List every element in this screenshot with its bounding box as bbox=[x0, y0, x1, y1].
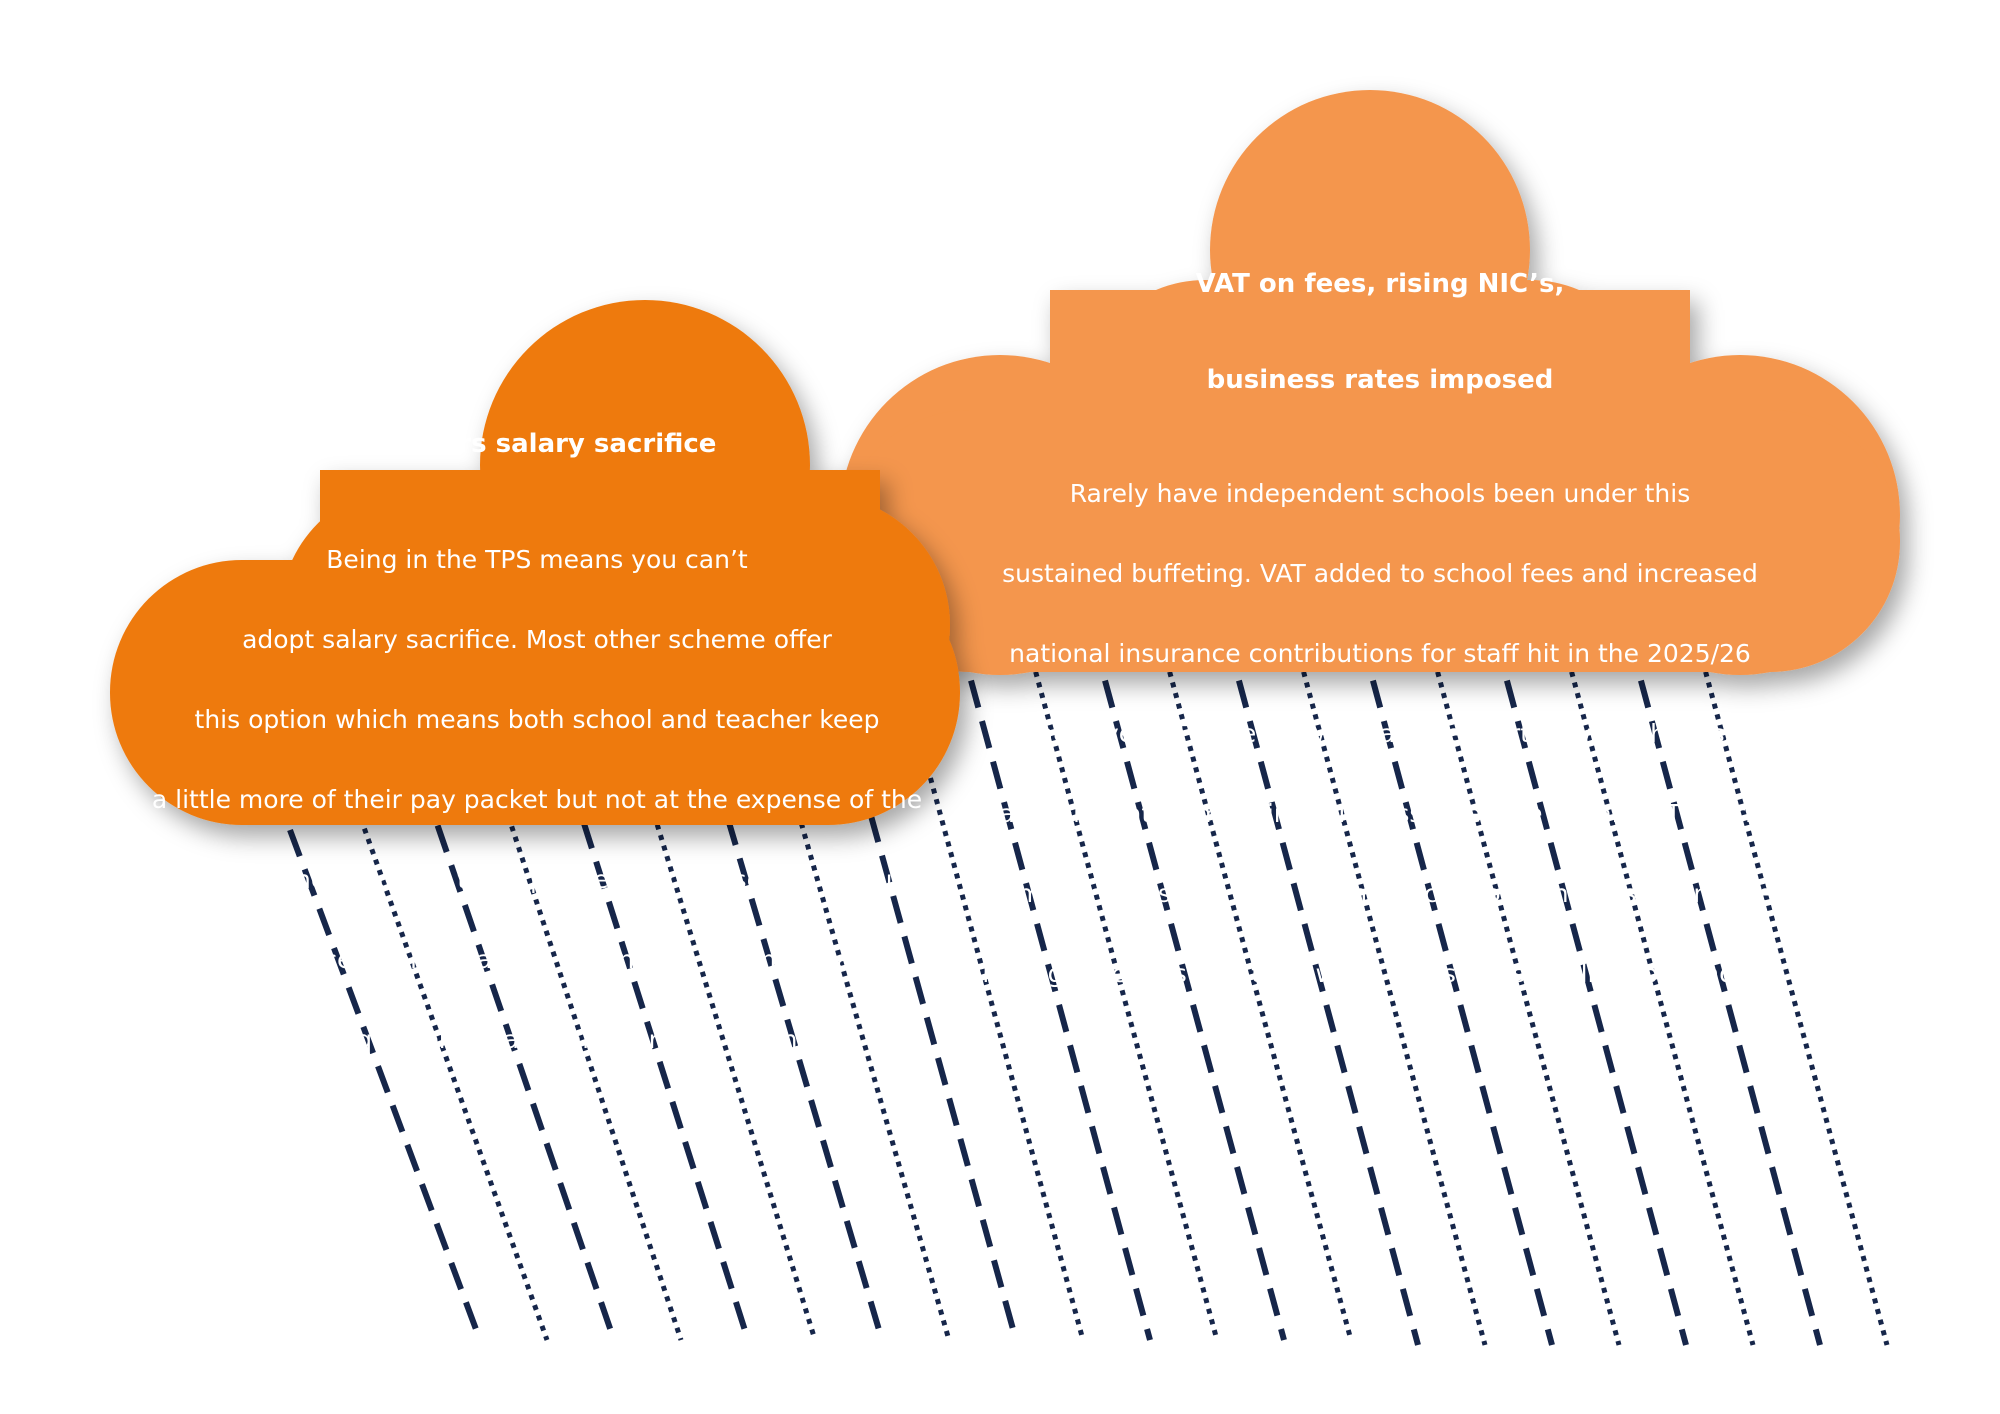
vat-body-line: sustained buffeting. VAT added to school fees and increased bbox=[1002, 559, 1758, 588]
vat-body-line: hitting revenues at a time when costs are spiralling for schools. bbox=[982, 959, 1778, 988]
vat-cloud-text bbox=[940, 212, 1820, 994]
tps-body-line: this option which means both school and teacher keep bbox=[194, 705, 880, 734]
tps-cloud-body bbox=[142, 500, 932, 1060]
tps-body-line: of nearly a quarter in national insurance payments. bbox=[214, 1025, 860, 1054]
vat-body-line: whammy comes at a time when the cost-of-living crisis continues, bbox=[966, 879, 1794, 908]
tps-cloud-title: TPS bars salary sacrifice bbox=[357, 429, 717, 459]
tps-body-line: to eight per cent for a teacher, meaning a potential saving bbox=[169, 945, 905, 974]
tps-body-line: pension. These add up to 15 per cent for the school and up bbox=[165, 865, 909, 894]
tps-body-line: adopt salary sacrifice. Most other scheme offer bbox=[242, 625, 832, 654]
tps-body-line: a little more of their pay packet but not at the expense of the bbox=[151, 785, 923, 814]
vat-cloud-body bbox=[940, 434, 1820, 994]
vat-body-line: financial year. The sector was targeted further with the loss of bbox=[990, 719, 1770, 748]
vat-body-line: Rarely have independent schools been under this bbox=[1069, 479, 1691, 508]
vat-title-line: business rates imposed bbox=[1206, 365, 1554, 395]
vat-cloud-title bbox=[940, 212, 1820, 404]
tps-body-line: Being in the TPS means you can’t bbox=[326, 545, 748, 574]
tps-cloud-text bbox=[142, 426, 932, 1060]
vat-body-line: charitable status, meaning business rates are payable. This triple bbox=[969, 799, 1791, 828]
vat-body-line: national insurance contributions for staff hit in the 2025/26 bbox=[1009, 639, 1751, 668]
vat-title-line: VAT on fees, rising NIC’s, bbox=[1195, 269, 1565, 299]
